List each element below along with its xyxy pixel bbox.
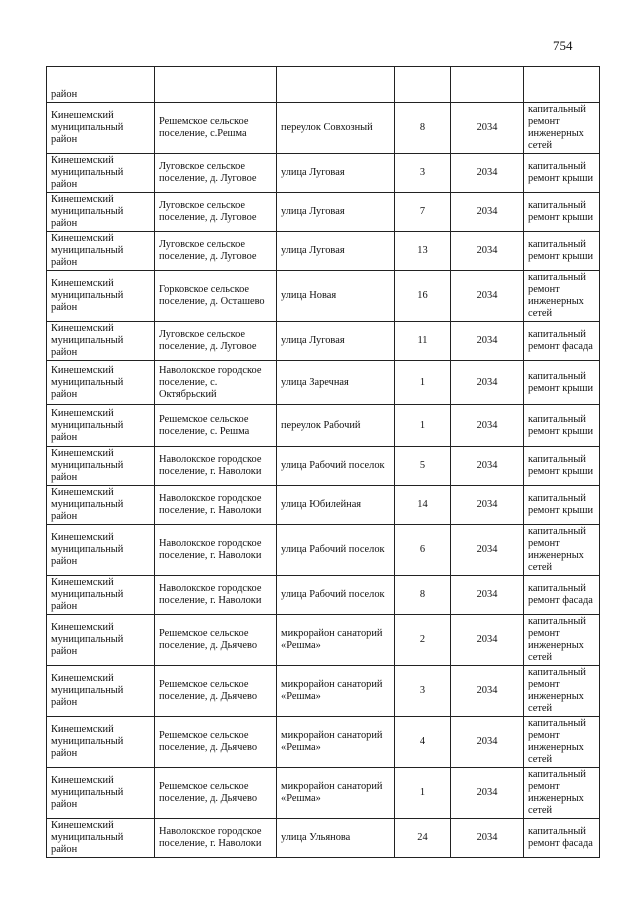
settlement-cell: Наволокское городское поселение, г. Наволоки	[155, 819, 277, 858]
table-row	[47, 819, 600, 858]
work-type-cell: капитальный ремонт инженерных сетей	[524, 768, 600, 819]
street-cell: улица Луговая	[277, 154, 395, 193]
table-row	[47, 193, 600, 232]
table-row	[47, 666, 600, 717]
street-cell: улица Юбилейная	[277, 486, 395, 525]
house-number-cell: 4	[395, 717, 451, 768]
year-cell: 2034	[451, 154, 524, 193]
table-row	[47, 103, 600, 154]
house-number-cell: 1	[395, 768, 451, 819]
work-type-cell: капитальный ремонт инженерных сетей	[524, 717, 600, 768]
settlement-cell: Решемское сельское поселение, д. Дьячево	[155, 717, 277, 768]
table-row	[47, 322, 600, 361]
repair-schedule-table	[46, 66, 600, 858]
house-number-cell: 3	[395, 154, 451, 193]
house-number-cell: 8	[395, 576, 451, 615]
house-number-cell: 16	[395, 271, 451, 322]
house-number-cell: 24	[395, 819, 451, 858]
settlement-cell: Горковское сельское поселение, д. Осташево	[155, 271, 277, 322]
house-number-cell: 3	[395, 666, 451, 717]
settlement-cell: Луговское сельское поселение, д. Луговое	[155, 154, 277, 193]
year-cell: 2034	[451, 525, 524, 576]
street-cell: микрорайон санаторий «Решма»	[277, 768, 395, 819]
year-cell: 2034	[451, 361, 524, 405]
settlement-cell: Решемское сельское поселение, д. Дьячево	[155, 615, 277, 666]
work-type-cell: капитальный ремонт фасада	[524, 576, 600, 615]
district-cell: Кинешемский муниципальный район	[47, 525, 155, 576]
settlement-cell: Луговское сельское поселение, д. Луговое	[155, 322, 277, 361]
district-cell: Кинешемский муниципальный район	[47, 819, 155, 858]
house-number-cell: 1	[395, 405, 451, 447]
district-cell: Кинешемский муниципальный район	[47, 271, 155, 322]
work-type-cell: капитальный ремонт инженерных сетей	[524, 525, 600, 576]
year-cell: 2034	[451, 717, 524, 768]
year-cell: 2034	[451, 768, 524, 819]
district-cell: Кинешемский муниципальный район	[47, 717, 155, 768]
work-type-cell: капитальный ремонт фасада	[524, 322, 600, 361]
house-number-cell: 11	[395, 322, 451, 361]
year-cell: 2034	[451, 232, 524, 271]
street-cell: улица Луговая	[277, 193, 395, 232]
street-cell: микрорайон санаторий «Решма»	[277, 615, 395, 666]
house-number-cell: 14	[395, 486, 451, 525]
year-cell: 2034	[451, 615, 524, 666]
district-cell: Кинешемский муниципальный район	[47, 405, 155, 447]
settlement-cell: Наволокское городское поселение, г. Наволоки	[155, 486, 277, 525]
table-body	[47, 67, 600, 858]
district-cell: Кинешемский муниципальный район	[47, 447, 155, 486]
district-cell: Кинешемский муниципальный район	[47, 232, 155, 271]
street-cell	[277, 67, 395, 103]
street-cell: улица Луговая	[277, 232, 395, 271]
page-number: 754	[553, 38, 573, 53]
street-cell: микрорайон санаторий «Решма»	[277, 666, 395, 717]
work-type-cell: капитальный ремонт фасада	[524, 819, 600, 858]
district-cell: район	[47, 67, 155, 103]
year-cell: 2034	[451, 576, 524, 615]
district-cell: Кинешемский муниципальный район	[47, 768, 155, 819]
work-type-cell: капитальный ремонт крыши	[524, 447, 600, 486]
street-cell: улица Новая	[277, 271, 395, 322]
house-number-cell: 8	[395, 103, 451, 154]
street-cell: улица Рабочий поселок	[277, 525, 395, 576]
street-cell: улица Рабочий поселок	[277, 447, 395, 486]
table-row	[47, 67, 600, 103]
street-cell: улица Ульянова	[277, 819, 395, 858]
table-row	[47, 486, 600, 525]
settlement-cell: Решемское сельское поселение, д. Дьячево	[155, 666, 277, 717]
settlement-cell: Луговское сельское поселение, д. Луговое	[155, 232, 277, 271]
settlement-cell: Решемское сельское поселение, с.Решма	[155, 103, 277, 154]
table-row	[47, 232, 600, 271]
street-cell: микрорайон санаторий «Решма»	[277, 717, 395, 768]
table-row	[47, 271, 600, 322]
settlement-cell: Решемское сельское поселение, с. Решма	[155, 405, 277, 447]
house-number-cell: 1	[395, 361, 451, 405]
work-type-cell: капитальный ремонт крыши	[524, 193, 600, 232]
house-number-cell: 6	[395, 525, 451, 576]
street-cell: улица Луговая	[277, 322, 395, 361]
year-cell: 2034	[451, 666, 524, 717]
house-number-cell: 5	[395, 447, 451, 486]
district-cell: Кинешемский муниципальный район	[47, 103, 155, 154]
work-type-cell: капитальный ремонт инженерных сетей	[524, 103, 600, 154]
street-cell: улица Рабочий поселок	[277, 576, 395, 615]
district-cell: Кинешемский муниципальный район	[47, 666, 155, 717]
street-cell: улица Заречная	[277, 361, 395, 405]
table-row	[47, 154, 600, 193]
house-number-cell	[395, 67, 451, 103]
table-row	[47, 768, 600, 819]
work-type-cell	[524, 67, 600, 103]
year-cell: 2034	[451, 405, 524, 447]
table-row	[47, 615, 600, 666]
settlement-cell: Решемское сельское поселение, д. Дьячево	[155, 768, 277, 819]
work-type-cell: капитальный ремонт крыши	[524, 154, 600, 193]
district-cell: Кинешемский муниципальный район	[47, 361, 155, 405]
table-row	[47, 525, 600, 576]
house-number-cell: 2	[395, 615, 451, 666]
year-cell: 2034	[451, 103, 524, 154]
year-cell: 2034	[451, 322, 524, 361]
house-number-cell: 7	[395, 193, 451, 232]
table-row	[47, 405, 600, 447]
district-cell: Кинешемский муниципальный район	[47, 322, 155, 361]
work-type-cell: капитальный ремонт инженерных сетей	[524, 271, 600, 322]
district-cell: Кинешемский муниципальный район	[47, 154, 155, 193]
work-type-cell: капитальный ремонт инженерных сетей	[524, 615, 600, 666]
work-type-cell: капитальный ремонт крыши	[524, 486, 600, 525]
year-cell: 2034	[451, 447, 524, 486]
year-cell: 2034	[451, 271, 524, 322]
year-cell: 2034	[451, 819, 524, 858]
table-row	[47, 447, 600, 486]
table-row	[47, 717, 600, 768]
street-cell: переулок Рабочий	[277, 405, 395, 447]
settlement-cell: Наволокское городское поселение, г. Наволоки	[155, 525, 277, 576]
house-number-cell: 13	[395, 232, 451, 271]
district-cell: Кинешемский муниципальный район	[47, 615, 155, 666]
year-cell: 2034	[451, 486, 524, 525]
year-cell: 2034	[451, 193, 524, 232]
district-cell: Кинешемский муниципальный район	[47, 576, 155, 615]
settlement-cell	[155, 67, 277, 103]
settlement-cell: Наволокское городское поселение, г. Наволоки	[155, 576, 277, 615]
table-row	[47, 361, 600, 405]
district-cell: Кинешемский муниципальный район	[47, 193, 155, 232]
work-type-cell: капитальный ремонт крыши	[524, 361, 600, 405]
work-type-cell: капитальный ремонт инженерных сетей	[524, 666, 600, 717]
table-row	[47, 576, 600, 615]
settlement-cell: Наволокское городское поселение, г. Наволоки	[155, 447, 277, 486]
year-cell	[451, 67, 524, 103]
street-cell: переулок Совхозный	[277, 103, 395, 154]
settlement-cell: Наволокское городское поселение, с. Октябрьский	[155, 361, 277, 405]
work-type-cell: капитальный ремонт крыши	[524, 232, 600, 271]
settlement-cell: Луговское сельское поселение, д. Луговое	[155, 193, 277, 232]
work-type-cell: капитальный ремонт крыши	[524, 405, 600, 447]
district-cell: Кинешемский муниципальный район	[47, 486, 155, 525]
